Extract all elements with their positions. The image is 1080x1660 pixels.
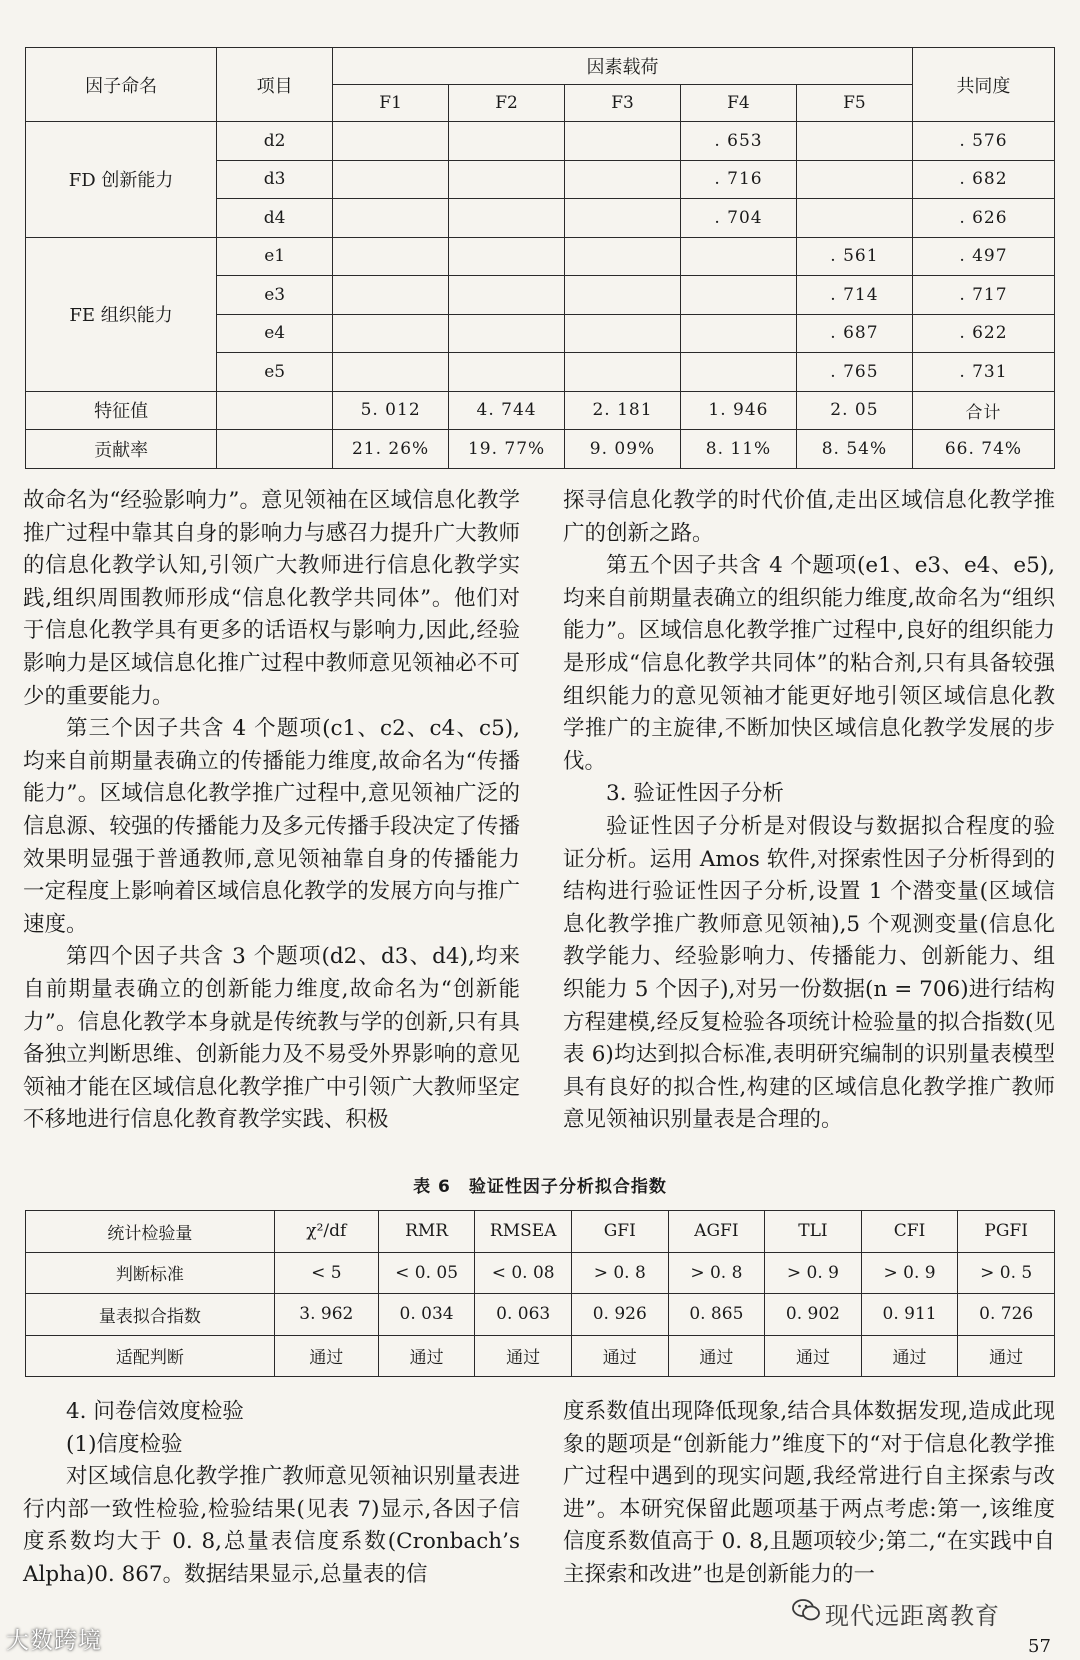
paragraph: 度系数值出现降低现象,结合具体数据发现,造成此现象的题项是“创新能力”维度下的“对于信息化教学推广过程中遇到的现实问题,我经常进行自主探索与改进”。本研究保留此题项基于两点考虑:第一,该维度信度系数值高于 0. 8,且题项较少;第二,“在实践中自主探索和改进”也是创新能力的一 — [563, 1399, 1055, 1587]
table-row — [26, 1294, 1055, 1336]
loading-f1 — [333, 160, 449, 199]
fit-value: 0. 063 — [475, 1294, 572, 1336]
watermark-left: 大数跨境 — [6, 1628, 102, 1654]
factor-header-f5: F5 — [796, 85, 912, 122]
fit-value: 0. 726 — [958, 1294, 1055, 1336]
loading-f5: . 561 — [796, 237, 912, 276]
loading-f3 — [565, 160, 681, 199]
fit-header: CFI — [861, 1211, 958, 1253]
loading-f3 — [565, 353, 681, 392]
fit-value: > 0. 8 — [571, 1252, 668, 1294]
communality-value: . 622 — [912, 314, 1054, 353]
loading-f4: . 704 — [680, 199, 796, 238]
fit-value: 通过 — [861, 1335, 958, 1377]
page-number: 57 — [1028, 1636, 1051, 1657]
communality-value: . 731 — [912, 353, 1054, 392]
fit-value: > 0. 9 — [765, 1252, 862, 1294]
fit-value: 通过 — [274, 1335, 378, 1377]
factor-header-f4: F4 — [680, 85, 796, 122]
fit-value: 0. 911 — [861, 1294, 958, 1336]
eigen-value: 2. 181 — [565, 391, 681, 430]
loading-f2 — [449, 237, 565, 276]
loading-f4 — [680, 314, 796, 353]
subsection-heading: (1)信度检验 — [66, 1431, 183, 1457]
fit-value: > 0. 5 — [958, 1252, 1055, 1294]
item-code: e4 — [217, 314, 333, 353]
loading-f1 — [333, 314, 449, 353]
fit-value: 通过 — [958, 1335, 1055, 1377]
loading-f5: . 765 — [796, 353, 912, 392]
paragraph: 对区域信息化教学推广教师意见领袖识别量表进行内部一致性检验,检验结果(见表 7)显示,各因子信度系数均大于 0. 8,总量表信度系数(Cronbach’s Alpha)0. 867。数据结果显示,总量表的信 — [23, 1464, 520, 1587]
contribution-value: 9. 09% — [565, 430, 681, 469]
fit-value: 通过 — [571, 1335, 668, 1377]
item-code: d4 — [217, 199, 333, 238]
lower-right-column-text — [563, 1396, 1055, 1592]
loading-f3 — [565, 276, 681, 315]
header-factor-name: 因子命名 — [26, 48, 217, 122]
row-label: 适配判断 — [26, 1335, 275, 1377]
item-code: e3 — [217, 276, 333, 315]
fit-value: < 0. 08 — [475, 1252, 572, 1294]
loading-f1 — [333, 276, 449, 315]
paragraph: 探寻信息化教学的时代价值,走出区域信息化教学推广的创新之路。 — [563, 488, 1055, 546]
eigen-row — [26, 391, 1055, 430]
empty-cell — [217, 391, 333, 430]
contribution-total: 66. 74% — [912, 430, 1054, 469]
fit-header: RMSEA — [475, 1211, 572, 1253]
section-heading: 4. 问卷信效度检验 — [66, 1399, 244, 1424]
item-code: e1 — [217, 237, 333, 276]
fit-header: AGFI — [668, 1211, 765, 1253]
fit-header: RMR — [378, 1211, 475, 1253]
loading-f3 — [565, 314, 681, 353]
loading-f4: . 716 — [680, 160, 796, 199]
loading-f3 — [565, 122, 681, 161]
fit-value: 3. 962 — [274, 1294, 378, 1336]
table-row — [26, 122, 1055, 161]
fit-index-table — [25, 1210, 1055, 1377]
eigen-value: 1. 946 — [680, 391, 796, 430]
factor-loading-table — [25, 47, 1055, 469]
loading-f5 — [796, 199, 912, 238]
fit-header: GFI — [571, 1211, 668, 1253]
contribution-value: 21. 26% — [333, 430, 449, 469]
loading-f5: . 714 — [796, 276, 912, 315]
fit-value: < 0. 05 — [378, 1252, 475, 1294]
paragraph: 第五个因子共含 4 个题项(e1、e3、e4、e5),均来自前期量表确立的组织能力维度,故命名为“组织能力”。区域信息化教学推广过程中,良好的组织能力是形成“信息化教学共同体”的粘合剂,只有具备较强组织能力的意见领袖才能更好地引领区域信息化教学推广的主旋律,不断加快区域信息化教学发展的步伐。 — [563, 553, 1055, 774]
left-column-text — [23, 485, 520, 1137]
loading-f4 — [680, 276, 796, 315]
fit-value: 通过 — [668, 1335, 765, 1377]
fit-value: > 0. 9 — [861, 1252, 958, 1294]
item-code: d3 — [217, 160, 333, 199]
section-heading: 3. 验证性因子分析 — [606, 781, 784, 807]
fit-header: 统计检验量 — [26, 1211, 275, 1253]
loading-f5 — [796, 122, 912, 161]
item-code: e5 — [217, 353, 333, 392]
right-column-text — [563, 485, 1055, 1137]
loading-f2 — [449, 276, 565, 315]
contribution-value: 19. 77% — [449, 430, 565, 469]
eigen-value: 2. 05 — [796, 391, 912, 430]
contribution-label: 贡献率 — [26, 430, 217, 469]
factor-header-f1: F1 — [333, 85, 449, 122]
contribution-row — [26, 430, 1055, 469]
loading-f1 — [333, 353, 449, 392]
table-row — [26, 1335, 1055, 1377]
loading-f5: . 687 — [796, 314, 912, 353]
communality-value: . 682 — [912, 160, 1054, 199]
communality-value: . 497 — [912, 237, 1054, 276]
fit-header: χ²/df — [274, 1211, 378, 1253]
loading-f3 — [565, 237, 681, 276]
communality-value: . 576 — [912, 122, 1054, 161]
loading-f2 — [449, 314, 565, 353]
communality-value: . 626 — [912, 199, 1054, 238]
fit-value: 0. 034 — [378, 1294, 475, 1336]
paragraph: 第三个因子共含 4 个题项(c1、c2、c4、c5),均来自前期量表确立的传播能力维度,故命名为“传播能力”。区域信息化教学推广过程中,意见领袖广泛的信息源、较强的传播能力及多元传播手段决定了传播效果明显强于普通教师,意见领袖靠自身的传播能力一定程度上影响着区域信息化教学的发展方向与推广速度。 — [23, 716, 520, 937]
factor-group-name: FD 创新能力 — [26, 122, 217, 238]
fit-value: < 5 — [274, 1252, 378, 1294]
loading-f2 — [449, 353, 565, 392]
empty-cell — [217, 430, 333, 469]
loading-f2 — [449, 199, 565, 238]
fit-value: 0. 902 — [765, 1294, 862, 1336]
contribution-value: 8. 11% — [680, 430, 796, 469]
eigen-value: 4. 744 — [449, 391, 565, 430]
loading-f5 — [796, 160, 912, 199]
table6-caption: 表 6 验证性因子分析拟合指数 — [413, 1177, 667, 1197]
header-loading: 因素载荷 — [333, 48, 913, 85]
header-item: 项目 — [217, 48, 333, 122]
paragraph: 故命名为“经验影响力”。意见领袖在区域信息化教学推广过程中靠其自身的影响力与感召力提升广大教师的信息化教学认知,引领广大教师进行信息化教学实践,组织周围教师形成“信息化教学共同体”。他们对于信息化教学具有更多的话语权与影响力,因此,经验影响力是区域信息化推广过程中教师意见领袖必不可少的重要能力。 — [23, 488, 520, 709]
fit-value: > 0. 8 — [668, 1252, 765, 1294]
eigen-total: 合计 — [912, 391, 1054, 430]
row-label: 量表拟合指数 — [26, 1294, 275, 1336]
lower-left-column-text — [23, 1396, 520, 1592]
wechat-icon — [792, 1598, 820, 1622]
eigen-label: 特征值 — [26, 391, 217, 430]
loading-f2 — [449, 122, 565, 161]
fit-value: 通过 — [765, 1335, 862, 1377]
loading-f1 — [333, 199, 449, 238]
fit-header: TLI — [765, 1211, 862, 1253]
contribution-value: 8. 54% — [796, 430, 912, 469]
loading-f4 — [680, 353, 796, 392]
factor-header-f3: F3 — [565, 85, 681, 122]
header-communality: 共同度 — [912, 48, 1054, 122]
loading-f1 — [333, 237, 449, 276]
item-code: d2 — [217, 122, 333, 161]
fit-value: 0. 926 — [571, 1294, 668, 1336]
table-row — [26, 1252, 1055, 1294]
loading-f4: . 653 — [680, 122, 796, 161]
watermark-right: 现代远距离教育 — [825, 1602, 1000, 1630]
loading-f1 — [333, 122, 449, 161]
fit-value: 0. 865 — [668, 1294, 765, 1336]
loading-f2 — [449, 160, 565, 199]
loading-f4 — [680, 237, 796, 276]
eigen-value: 5. 012 — [333, 391, 449, 430]
fit-header: PGFI — [958, 1211, 1055, 1253]
loading-f3 — [565, 199, 681, 238]
communality-value: . 717 — [912, 276, 1054, 315]
factor-group-name: FE 组织能力 — [26, 237, 217, 391]
paragraph: 第四个因子共含 3 个题项(d2、d3、d4),均来自前期量表确立的创新能力维度,故命名为“创新能力”。信息化教学本身就是传统教与学的创新,只有具备独立判断思维、创新能力及不易受外界影响的意见领袖才能在区域信息化教学推广中引领广大教师坚定不移地进行信息化教育教学实践、积极 — [23, 944, 520, 1133]
fit-value: 通过 — [475, 1335, 572, 1377]
paragraph: 验证性因子分析是对假设与数据拟合程度的验证分析。运用 Amos 软件,对探索性因子分析得到的结构进行验证性因子分析,设置 1 个潜变量(区域信息化教学推广教师意见领袖),5 个观测变量(信息化教学能力、经验影响力、传播能力、创新能力、组织能力 5 个因子),对另一份数据(n = 706)进行结构方程建模,经反复检验各项统计检验量的拟合指数(见表 6)均达到拟合标准,表明研究编制的识别量表模型具有良好的拟合性,构建的区域信息化教学推广教师意见领袖识别量表是合理的。 — [563, 813, 1055, 1133]
fit-value: 通过 — [378, 1335, 475, 1377]
row-label: 判断标准 — [26, 1252, 275, 1294]
factor-header-f2: F2 — [449, 85, 565, 122]
table-row — [26, 237, 1055, 276]
